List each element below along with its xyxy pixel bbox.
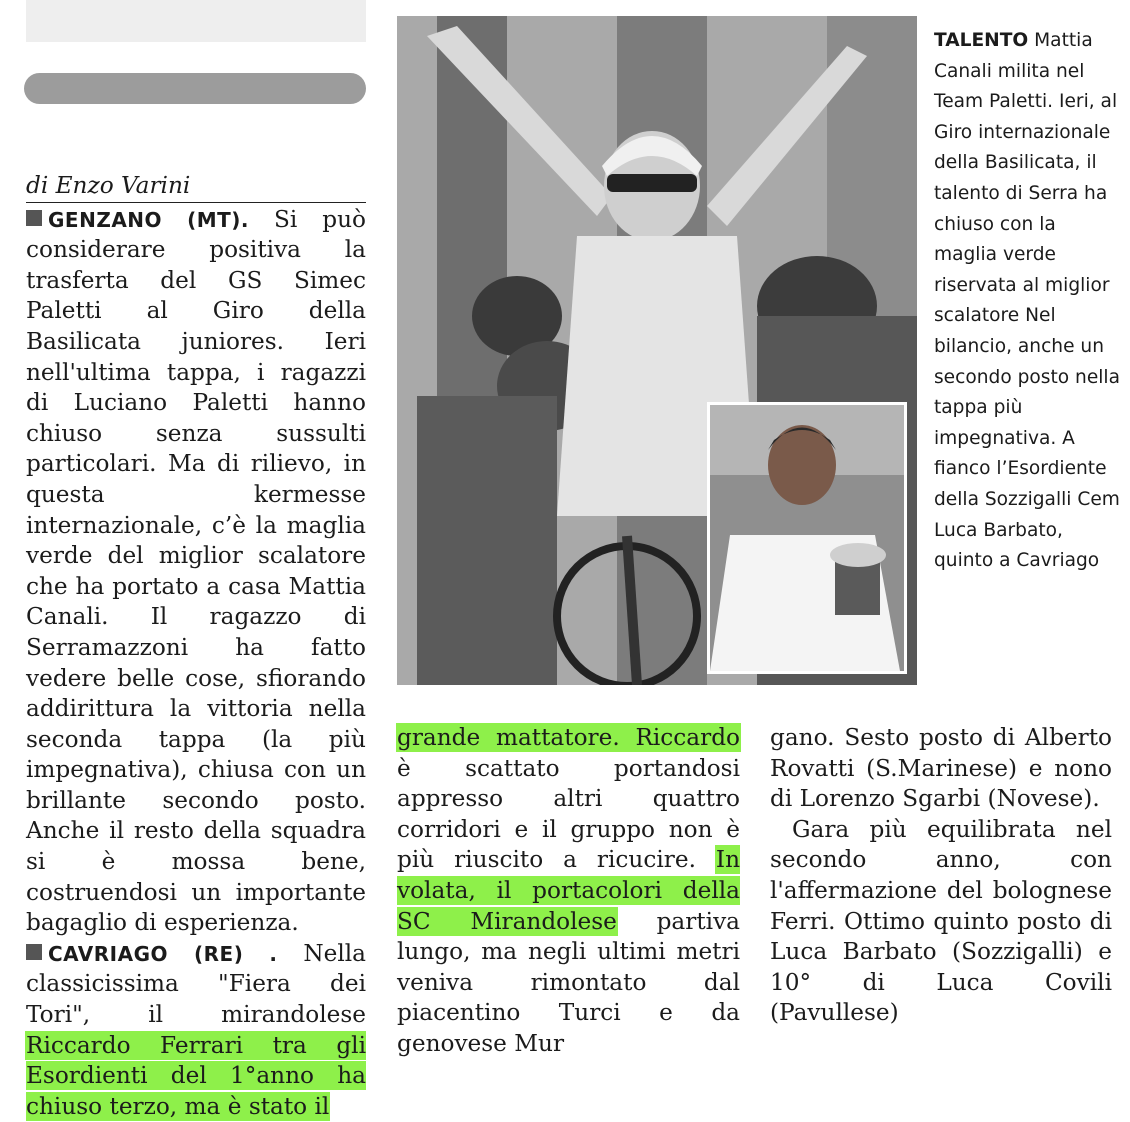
bullet-square-icon xyxy=(26,944,42,960)
paragraph-genzano-text: Si può considerare positiva la trasferta del GS Simec Paletti al Giro della Basilicata juniores. Ieri nell'ultima tappa, i ragazzi di Luciano Paletti hanno chiuso senza sussulti particolari. Ma di rilievo, in questa kermesse internazionale, c’è la maglia verde del miglior scalatore che ha portato a casa Mattia Canali. Il ragazzo di Serramazzoni ha fatto vedere belle cose, sfiorando addirittura la vittoria nella seconda tappa (la più impegnativa), chiusa con un brillante secondo posto. Anche il resto della squadra si è mossa bene, costruendosi un importante bagaglio di esperienza. xyxy=(26,205,366,937)
paragraph-cavriago-cont xyxy=(397,723,740,1060)
paragraph-genzano xyxy=(26,205,366,939)
article-column-3 xyxy=(770,723,1112,1029)
dateline-cavriago: CAVRIAGO (RE) . xyxy=(48,941,278,966)
paragraph-cavriago-text: Nella classicissima "Fiera dei Tori", il mirandolese xyxy=(26,939,366,1029)
caption-lead: TALENTO xyxy=(934,30,1029,51)
paragraph-cavriago-tail: gano. Sesto posto di Alberto Rovatti (S.Marinese) e nono di Lorenzo Sgarbi (Novese). xyxy=(770,724,1112,813)
highlight-volata: In volata, il portacolori della SC Mirandolese xyxy=(397,846,740,935)
byline: di Enzo Varini xyxy=(26,171,366,203)
boy-with-trophy-illustration xyxy=(710,405,904,671)
article-column-2 xyxy=(397,723,740,1060)
paragraph-cavriago xyxy=(26,939,366,1122)
cyclist-photo xyxy=(397,16,917,685)
paragraph-cavriago-text-3: partiva lungo, ma negli ultimi metri veniva rimontato dal piacentino Turci e da genovese Mur xyxy=(397,907,740,1057)
article-column-1 xyxy=(26,171,366,1122)
paragraph-secondo-anno: Gara più equilibrata nel secondo anno, con l'affermazione del bolognese Ferri. Ottimo quinto posto di Luca Barbato (Sozzigalli) e 10° di Luca Covili (Pavullese) xyxy=(770,815,1112,1027)
caption-text: Mattia Canali milita nel Team Paletti. Ieri, al Giro internazionale della Basilicata, il talento di Serra ha chiuso con la maglia verde riservata al miglior scalatore Nel bilancio, anche un secondo posto nella tappa più impegnativa. A fianco l’Esordiente della Sozzigalli Cem Luca Barbato, quinto a Cavriago xyxy=(934,30,1120,572)
section-bar xyxy=(24,73,366,104)
bullet-square-icon xyxy=(26,210,42,226)
inset-photo-barbato xyxy=(707,402,907,674)
dateline-genzano: GENZANO (MT). xyxy=(48,207,250,232)
paragraph-cavriago-text-2: è scattato portandosi appresso altri quattro corridori e il gruppo non è più riuscito a ricucire. xyxy=(397,754,740,874)
photo-caption xyxy=(934,26,1124,577)
top-strip xyxy=(26,0,366,42)
highlight-mattatore: grande mattatore. Riccardo xyxy=(397,724,740,751)
highlight-ferrari: Riccardo Ferrari tra gli Esordienti del 1°anno ha chiuso terzo, ma è stato il xyxy=(26,1031,366,1120)
